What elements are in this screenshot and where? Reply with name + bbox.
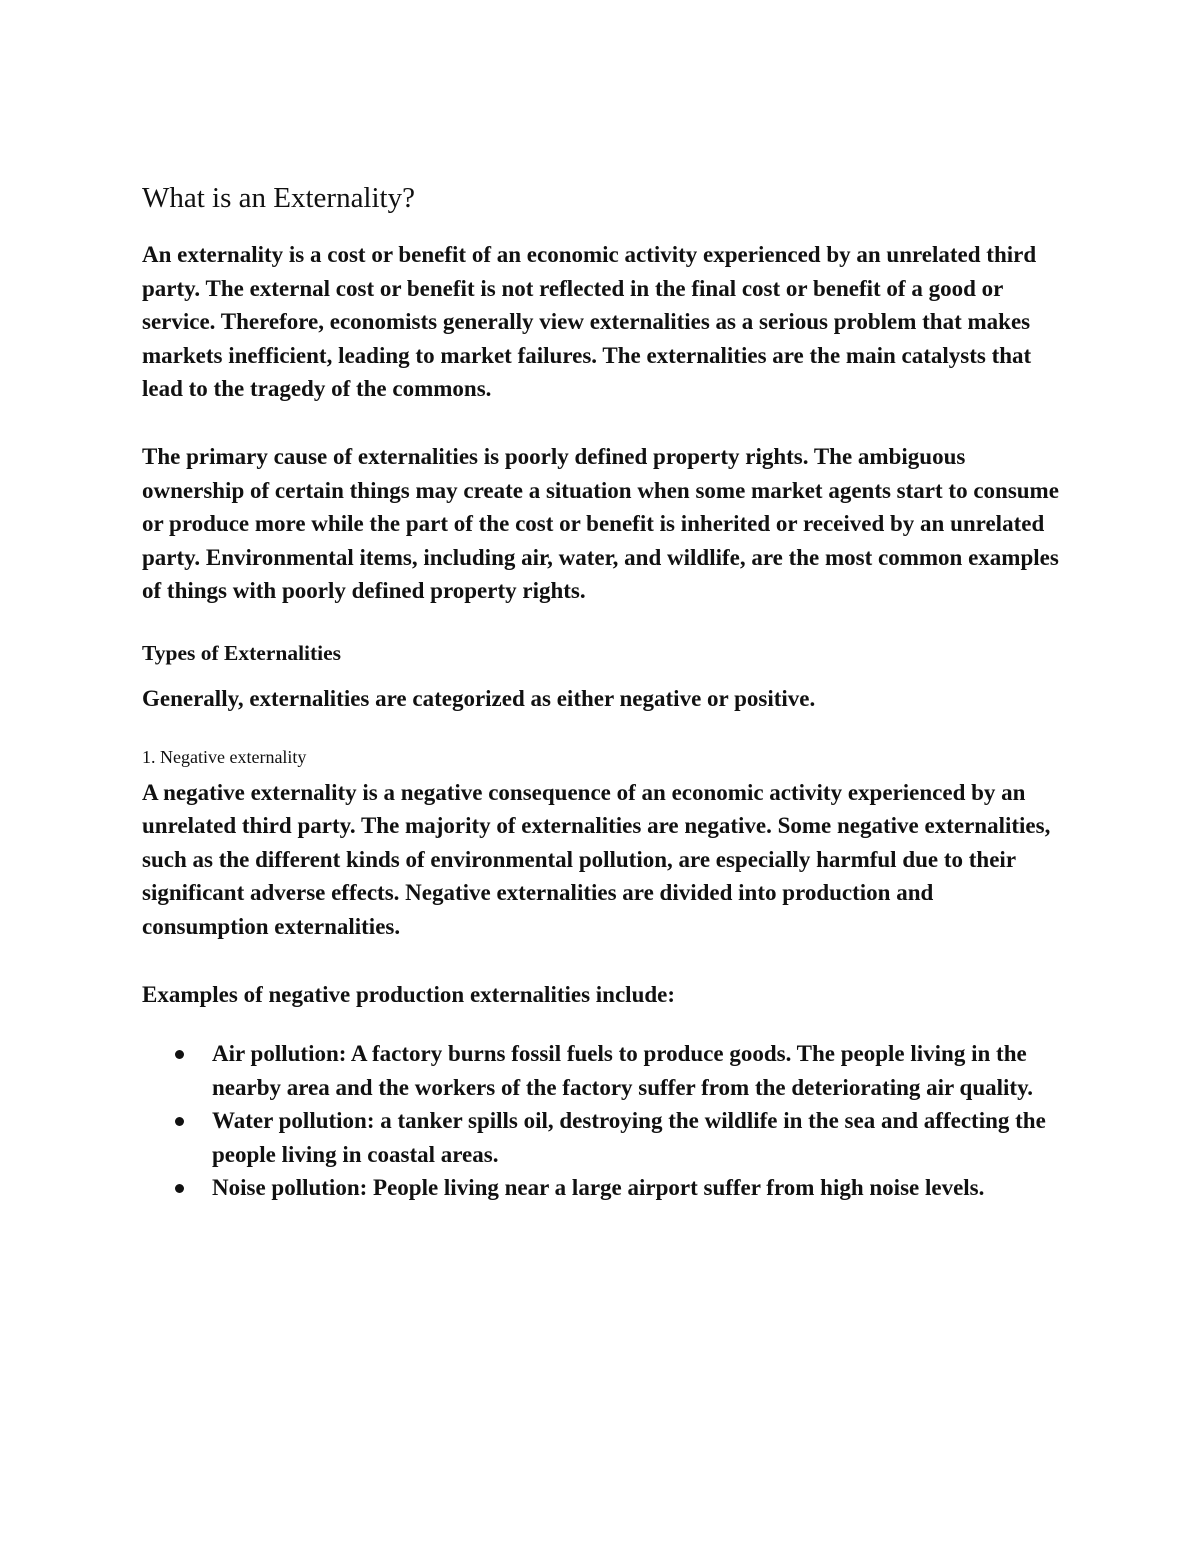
examples-heading: Examples of negative production externalities include: — [142, 981, 676, 1007]
list-item-text: Water pollution: a tanker spills oil, destroying the wildlife in the sea and affecting the people living in coastal areas. — [212, 1108, 1046, 1167]
types-intro: Generally, externalities are categorized as either negative or positive. — [142, 685, 816, 711]
negative-externality-heading: 1. Negative externality — [142, 746, 307, 767]
list-item-text: Noise pollution: People living near a large airport suffer from high noise levels. — [212, 1175, 985, 1201]
document-title: What is an Externality? — [142, 182, 415, 214]
intro-paragraph: An externality is a cost or benefit of an economic activity experienced by an unrelated third party. The external cost or benefit is not reflected in the final cost or benefit of a good or service. Therefore, economists generally view externalities as a serious problem that makes markets inefficient, leading to market failures. The externalities are the main catalysts that lead to the tragedy of the commons. — [142, 242, 1037, 402]
cause-paragraph: The primary cause of externalities is poorly defined property rights. The ambiguous ownership of certain things may create a situation when some market agents start to consume or produce more while the part of the cost or benefit is inherited or received by an unrelated party. Environmental items, including air, water, and wildlife, are the most common examples of things with poorly defined property rights. — [142, 443, 1059, 604]
examples-list — [142, 1037, 1062, 1205]
list-item — [212, 1104, 1062, 1171]
document-page — [142, 176, 1062, 1205]
bullet-icon — [175, 1117, 184, 1126]
bullet-icon — [175, 1184, 184, 1193]
list-item-text: Air pollution: A factory burns fossil fuels to produce goods. The people living in the nearby area and the workers of the factory suffer from the deteriorating air quality. — [212, 1041, 1034, 1100]
bullet-icon — [175, 1050, 184, 1059]
list-item — [212, 1037, 1062, 1104]
negative-externality-paragraph: A negative externality is a negative consequence of an economic activity experienced by an unrelated third party. The majority of externalities are negative. Some negative externalities, such as the different kinds of environmental pollution, are especially harmful due to their significant adverse effects. Negative externalities are divided into production and consumption externalities. — [142, 779, 1051, 939]
list-item — [212, 1171, 1062, 1205]
types-heading: Types of Externalities — [142, 640, 342, 665]
